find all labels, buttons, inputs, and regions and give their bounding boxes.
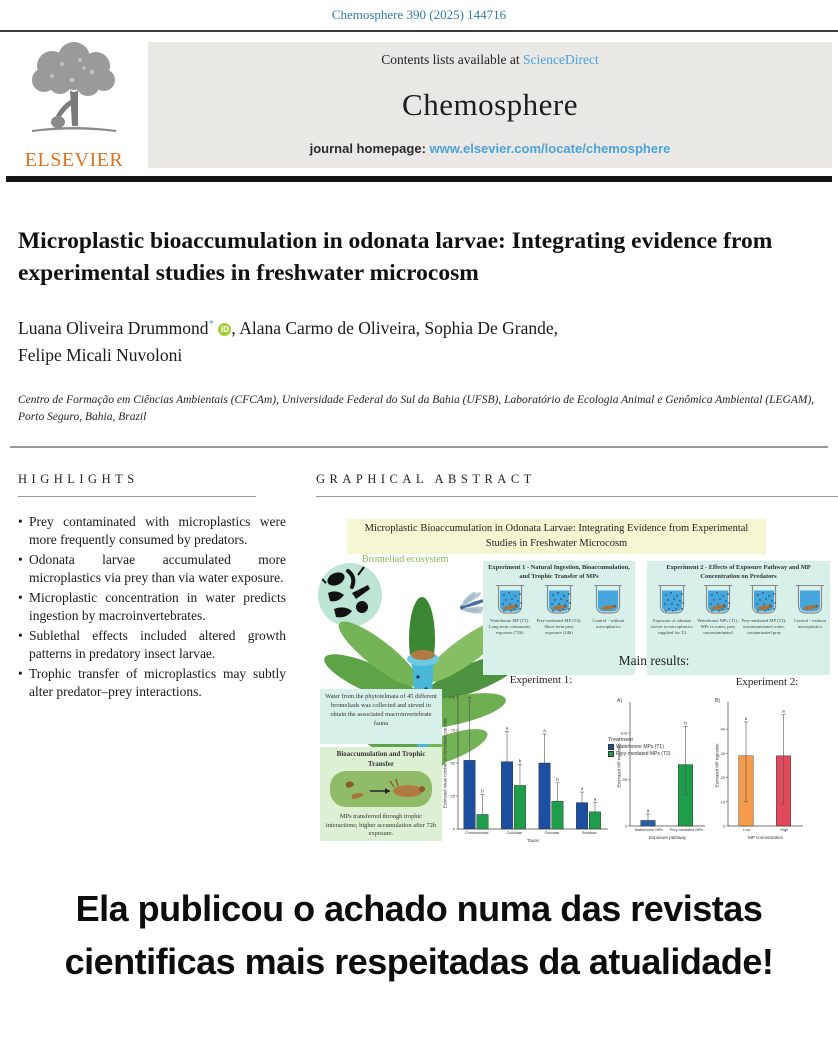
svg-text:10: 10 — [720, 799, 725, 805]
experiment2-chart-heading: Experiment 2: — [735, 676, 799, 689]
experiment1-chart-heading: Experiment 1: — [509, 674, 573, 687]
beaker — [487, 584, 533, 635]
social-caption: Ela publicou o achado numa das revistas cientificas mais respeitadas da atualidade! — [64, 888, 774, 982]
svg-text:b: b — [518, 758, 522, 764]
experiment2-box-title: Experiment 2 - Effects of Exposure Pathway and MP Concentration on Predators — [666, 564, 811, 580]
author-separator: , — [553, 318, 558, 339]
trophic-transfer-title: Bioaccumulation and Trophic Transfer — [336, 750, 426, 768]
svg-text:20: 20 — [720, 775, 725, 781]
ga-title-banner: Microplastic Bioaccumulation in Odonata Larvae: Integrating Evidence from Experimental Studies in Freshwater Microcosm — [347, 519, 766, 553]
author-name: Luana Oliveira Drummond — [18, 318, 209, 339]
experiment1-beakers — [485, 584, 633, 635]
trophic-transfer-caption: MPs transferred through trophic interactions; higher accumulation after 72h exposure. — [325, 812, 437, 838]
svg-text:Odonata: Odonata — [544, 831, 560, 836]
legend-title: Treatment — [608, 737, 633, 744]
homepage-line — [310, 141, 671, 156]
beaker-icon — [657, 584, 687, 617]
bromeliad-ecosystem-label: Bromeliad ecosystem — [362, 554, 449, 566]
elsevier-wordmark: ELSEVIER — [24, 149, 124, 171]
section-divider — [10, 446, 828, 448]
svg-text:A): A) — [617, 698, 622, 705]
svg-text:Taxon: Taxon — [526, 838, 540, 844]
experiment1-bar-chart — [442, 687, 612, 848]
beaker-label: Control - without microplastics — [794, 618, 826, 629]
experiment2a-bar-chart — [616, 695, 708, 845]
svg-text:100: 100 — [620, 730, 627, 736]
legend-label: Waterborne MPs (T1) — [616, 744, 664, 751]
beaker-label: Waterborne MPs (T1): MPs in water, prey uncontaminated — [697, 618, 739, 635]
svg-text:b: b — [684, 720, 687, 726]
svg-text:75: 75 — [450, 727, 455, 733]
beaker-label: Waterborne MP (T1): Long-term community exposure (72h) — [488, 618, 531, 635]
journal-name: Chemosphere — [402, 86, 578, 122]
highlights-column — [18, 472, 286, 853]
highlights-heading: HIGHLIGHTS — [18, 472, 139, 487]
svg-text:25: 25 — [450, 793, 455, 799]
beaker-label: Exposure of odonata larvae to microplastics supplied for T2 — [651, 618, 693, 635]
journal-masthead — [0, 30, 838, 176]
beaker-icon — [703, 584, 733, 617]
trophic-transfer-note — [320, 747, 442, 841]
trophic-transfer-icon — [324, 769, 438, 813]
beaker-icon — [749, 584, 779, 617]
author-name: Alana Carmo de Oliveira — [239, 318, 416, 339]
author-list — [0, 315, 838, 368]
svg-text:a: a — [580, 786, 584, 792]
svg-text:0: 0 — [722, 823, 725, 829]
beaker — [536, 584, 582, 635]
content-columns — [0, 472, 838, 853]
contents-prefix: Contents lists available at — [381, 52, 523, 67]
svg-text:a: a — [505, 725, 509, 731]
water-collection-note: Water from the phytotelmata of 45 different bromeliads was collected and sieved to obtain the associated macroinvertebrate fauna — [320, 689, 442, 744]
svg-text:Waterborne MPs: Waterborne MPs — [634, 828, 663, 833]
svg-text:a: a — [543, 728, 546, 734]
svg-text:Chironomidae: Chironomidae — [464, 831, 489, 836]
svg-text:MP concentration: MP concentration — [748, 835, 783, 841]
svg-text:0: 0 — [624, 823, 627, 829]
beaker-icon — [795, 584, 825, 617]
experiment1-box-title: Experiment 1 - Natural Ingestion, Bioaccumulation, and Trophic Transfer of MPs — [488, 564, 630, 580]
highlight-item: • Prey contaminated with microplastics were more frequently consumed by predators. — [18, 513, 286, 549]
svg-text:30: 30 — [720, 751, 725, 757]
graphical-abstract-column — [316, 472, 838, 853]
article-title: Microplastic bioaccumulation in odonata larvae: Integrating evidence from experimental studies in freshwater microcosm — [18, 228, 773, 286]
author-name: Sophia De Grande — [424, 318, 554, 339]
svg-text:Low: Low — [743, 828, 751, 833]
orcid-icon[interactable]: iD — [218, 323, 231, 336]
svg-text:50: 50 — [450, 760, 455, 766]
contents-line — [381, 52, 598, 68]
svg-text:Prey-mediated MPs: Prey-mediated MPs — [669, 828, 703, 833]
experiment2b-bar-chart — [714, 695, 806, 845]
svg-text:a: a — [646, 808, 650, 814]
author-name: Felipe Micali Nuvoloni — [18, 344, 183, 365]
svg-text:a: a — [744, 716, 748, 722]
svg-text:b: b — [481, 789, 484, 795]
svg-text:Estimated MP ingestion: Estimated MP ingestion — [616, 743, 622, 788]
affiliation: Centro de Formação em Ciências Ambientais (CFCAm), Universidade Federal do Sul da Bahia (UFSB), Laboratório de Ecologia Animal e Genômica Ambiental (LEGAM), Porto Seguro, Bahia, Brazil — [18, 393, 815, 424]
graphical-abstract-heading: GRAPHICAL ABSTRACT — [316, 472, 536, 487]
graphical-abstract-rule — [316, 496, 838, 497]
elsevier-tree-icon — [22, 129, 126, 146]
beaker-label: Prey-mediated MP (T2): uncontaminated water, contaminated prey — [741, 618, 787, 635]
beaker — [741, 584, 787, 635]
beaker-icon — [544, 584, 574, 617]
main-results-label: Main results: — [618, 653, 690, 669]
sciencedirect-link[interactable]: ScienceDirect — [523, 52, 599, 67]
graphical-abstract-image — [316, 513, 838, 853]
svg-text:a: a — [782, 709, 785, 715]
svg-text:a: a — [468, 695, 471, 701]
svg-text:a: a — [593, 797, 597, 803]
corresponding-author-marker: * — [208, 318, 215, 331]
beaker-icon — [593, 584, 623, 617]
homepage-link[interactable]: www.elsevier.com/locate/chemosphere — [429, 141, 671, 156]
beaker-icon — [495, 584, 525, 617]
experiment2-beakers — [649, 584, 828, 635]
svg-text:Exposure pathway: Exposure pathway — [648, 835, 687, 841]
beaker — [585, 584, 631, 635]
svg-text:0: 0 — [452, 826, 455, 832]
svg-text:Culicidae: Culicidae — [506, 831, 523, 836]
legend-swatch-green — [608, 751, 614, 757]
svg-text:100: 100 — [448, 694, 455, 700]
beaker-label: Prey-mediated MP (T2): Short-term prey exposure (24h) — [536, 618, 582, 635]
legend-label: Prey-mediated MPs (T2) — [616, 751, 671, 758]
svg-text:Estimated mean number of micro: Estimated mean number of microplastic particles — [442, 718, 448, 809]
beaker-label: Control - without microplastics — [592, 618, 625, 629]
author-separator: , — [231, 318, 240, 339]
svg-text:Estimated MP ingestion: Estimated MP ingestion — [714, 743, 720, 788]
highlights-list — [18, 513, 286, 701]
highlight-item: • Microplastic concentration in water predicts ingestion by macroinvertebrates. — [18, 589, 286, 625]
svg-text:b: b — [556, 777, 559, 783]
journal-citation: Chemosphere 390 (2025) 144716 — [331, 7, 507, 22]
highlight-item: • Trophic transfer of microplastics may subtly alter predator–prey interactions. — [18, 665, 286, 701]
svg-text:High: High — [780, 828, 789, 833]
svg-text:Scirtidae: Scirtidae — [581, 831, 597, 836]
legend-swatch-blue — [608, 744, 614, 750]
homepage-prefix: journal homepage: — [309, 141, 430, 156]
svg-text:B): B) — [715, 698, 720, 705]
masthead-banner — [148, 42, 832, 168]
beaker — [649, 584, 695, 635]
author-separator: , — [415, 318, 425, 339]
masthead-divider — [6, 176, 832, 182]
svg-text:50: 50 — [622, 777, 627, 783]
highlight-item: • Odonata larvae accumulated more microplastics via prey than via water exposure. — [18, 551, 286, 587]
svg-text:40: 40 — [720, 727, 725, 733]
beaker — [787, 584, 833, 635]
beaker — [695, 584, 741, 635]
elsevier-logo — [10, 42, 138, 172]
highlight-item: • Sublethal effects included altered growth patterns in predatory insect larvae. — [18, 627, 286, 663]
highlights-rule — [18, 496, 256, 497]
